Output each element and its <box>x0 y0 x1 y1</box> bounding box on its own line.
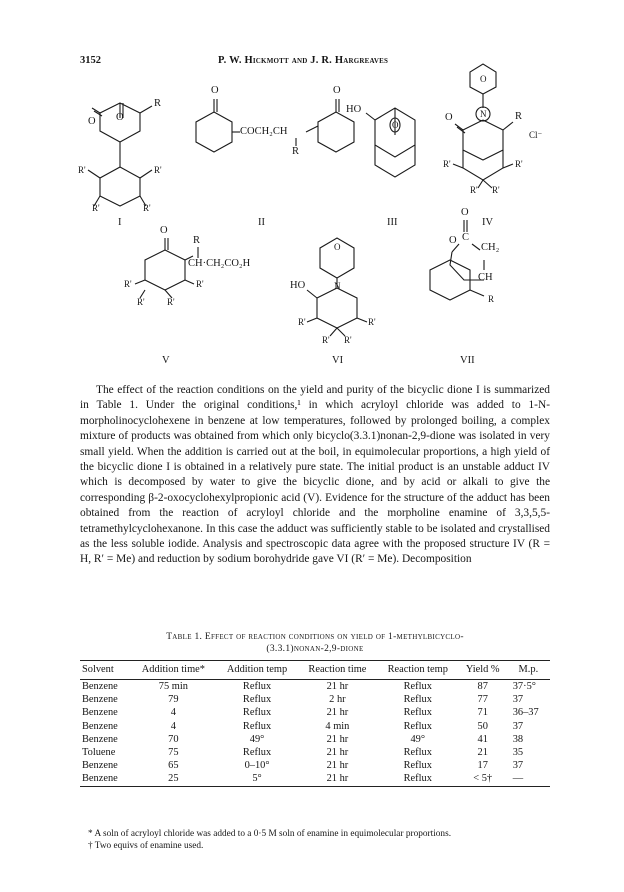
struct-v-o: O <box>160 225 168 236</box>
struct-i-r2: R' <box>154 165 162 175</box>
struct-iv-r2: R' <box>515 159 523 169</box>
structure-vii-numeral: VII <box>460 355 475 366</box>
table-row <box>80 693 550 706</box>
cell-reaction-temp: Reflux <box>403 694 432 706</box>
struct-vi-o-ring: O <box>334 242 341 252</box>
struct-vi-r2: R' <box>368 317 376 327</box>
cell-reaction-temp: Reflux <box>403 720 432 732</box>
struct-ii-chain: COCH₂CH <box>240 126 288 137</box>
struct-v-r2: R' <box>196 279 204 289</box>
cell-solvent: Benzene <box>80 772 131 786</box>
table-footnotes <box>88 828 451 852</box>
cell-reaction-time: 21 hr <box>326 733 349 745</box>
paragraph-text: The effect of the reaction conditions on the yield and purity of the bicyclic dione I is summarized in Table 1. Under the original conditions,¹ in which acryloyl chloride was added to 1-N-morpholinocyclohexene in benzene at low temperatures, followed by prolonged boiling, a complex mixture of products was obtained from which only bicyclo(3.3.1)nonan-2,9-dione was isolated in very small yield. When the addition is carried out at the boil, in equimolecular proportions, a high yield of the bicyclic dione I is obtained in a relatively pure state. The initial product is an unstable adduct IV which is decomposed by water to give the bicyclic dione, and by acid or alkali to give the corresponding β-2-oxocyclohexylpropionic acid (V). Evidence for the structure of the adduct has been obtained from the reaction of acryloyl chloride and the morpholine enamine of 3,3,5,5-tetramethylcyclohexanone. In this case the adduct was sufficiently stable to be isolated and crystallised as the less soluble iodide. Analysis and spectroscopic data agree with the proposed structure IV (R = H, R′ = Me) and reduction by sodium borohydride gave VI (R′ = Me). Decomposition <box>80 384 550 566</box>
cell-reaction-temp: 49° <box>410 733 426 745</box>
cell-reaction-temp: Reflux <box>403 707 432 719</box>
cell-solvent: Benzene <box>82 681 118 692</box>
cell-solvent: Benzene <box>82 707 118 719</box>
structure-vi-numeral: VI <box>332 355 344 366</box>
table-header-row <box>80 661 550 680</box>
cell-mp: 36–37 <box>512 707 539 719</box>
cell-reaction-time: 4 min <box>325 720 350 732</box>
struct-i-o2: O <box>116 112 124 123</box>
cell-reaction-temp: Reflux <box>403 681 432 692</box>
struct-i-r3: R' <box>92 203 100 213</box>
struct-i-o1: O <box>88 116 96 127</box>
footnote-dagger: † Two equivs of enamine used. <box>88 841 204 851</box>
cell-addition-temp: Reflux <box>242 707 272 719</box>
struct-iv-r: R <box>515 111 523 122</box>
struct-iv-n: N <box>480 109 487 119</box>
struct-vii-r: R <box>488 294 495 304</box>
footnote-asterisk: * A soln of acryloyl chloride was added to a 0·5 M soln of enamine in equimolecular proportions. <box>88 829 452 839</box>
cell-solvent: Benzene <box>82 720 118 732</box>
cell-mp: 37·5° <box>512 681 536 692</box>
structure-v-numeral: V <box>162 355 170 366</box>
cell-yield: 87 <box>477 681 488 692</box>
cell-yield: < 5† <box>459 772 507 786</box>
structure-i-numeral: I <box>118 217 122 228</box>
cell-reaction-temp: Reflux <box>403 760 432 772</box>
col-header-reaction-time: Reaction time <box>298 661 377 680</box>
cell-mp: 37 <box>512 720 524 732</box>
cell-addition-temp: Reflux <box>242 747 272 759</box>
table-caption <box>80 631 550 655</box>
table-caption-line2: (3.3.1)nonan-2,9-dione <box>266 644 364 654</box>
col-header-reaction-temp: Reaction temp <box>377 661 459 680</box>
cell-reaction-time: 21 hr <box>298 772 377 786</box>
cell-mp: 37 <box>512 694 524 706</box>
table-row <box>80 720 550 733</box>
cell-addition-time: 4 <box>170 707 176 719</box>
struct-vii-o-top: O <box>461 207 469 218</box>
struct-vii-o-ring: O <box>449 235 457 246</box>
cell-addition-time: 70 <box>168 733 179 745</box>
table-row <box>80 746 550 759</box>
structure-iii-drawing <box>366 108 415 177</box>
cell-reaction-time: 21 hr <box>326 707 349 719</box>
cell-mp: 35 <box>512 747 524 759</box>
cell-addition-time: 4 <box>170 720 176 732</box>
col-header-solvent: Solvent <box>80 661 131 680</box>
struct-v-r3: R' <box>137 297 145 307</box>
cell-yield: 17 <box>477 760 488 772</box>
cell-mp: 38 <box>512 733 524 745</box>
struct-v-r4: R' <box>167 297 175 307</box>
cell-solvent: Benzene <box>82 760 118 772</box>
cell-addition-temp: 0–10° <box>244 760 270 772</box>
col-header-addition-temp: Addition temp <box>216 661 298 680</box>
table-row <box>80 772 550 786</box>
cell-addition-time: 75 <box>168 747 179 759</box>
struct-vi-r1: R' <box>298 317 306 327</box>
struct-iii-o: O <box>392 120 399 130</box>
cell-addition-temp: Reflux <box>242 694 272 706</box>
col-header-yield: Yield % <box>459 661 507 680</box>
table-row <box>80 759 550 772</box>
cell-yield: 41 <box>477 733 488 745</box>
cell-reaction-time: 2 hr <box>329 694 346 706</box>
cell-solvent: Toluene <box>82 747 116 759</box>
cell-addition-temp: 49° <box>249 733 265 745</box>
cell-reaction-temp: Reflux <box>377 772 459 786</box>
cell-mp: — <box>507 772 550 786</box>
cell-yield: 77 <box>477 694 488 706</box>
struct-vi-r4: R' <box>344 335 352 345</box>
cell-reaction-time: 21 hr <box>326 681 349 692</box>
cell-yield: 50 <box>477 720 488 732</box>
cell-addition-time: 75 min <box>158 681 188 692</box>
structure-iv-numeral: IV <box>482 217 494 228</box>
struct-iv-r1: R' <box>443 159 451 169</box>
struct-ii-o1: O <box>211 85 219 96</box>
struct-iv-r3: R' <box>470 185 478 195</box>
struct-ii-o2: O <box>333 85 341 96</box>
table-row <box>80 680 550 694</box>
struct-i-r1: R' <box>78 165 86 175</box>
table-row <box>80 706 550 719</box>
struct-vi-n: N <box>334 281 341 291</box>
body-paragraph <box>80 383 550 568</box>
struct-iv-o: O <box>445 112 453 123</box>
chemical-structures-figure <box>0 0 624 380</box>
struct-vii-ch: CH <box>478 272 493 283</box>
struct-vi-r3: R' <box>322 335 330 345</box>
struct-v-r: R <box>193 235 201 246</box>
col-header-addition-time: Addition time* <box>131 661 217 680</box>
table-row <box>80 733 550 746</box>
cell-yield: 21 <box>477 747 488 759</box>
struct-vi-ho: HO <box>290 280 306 291</box>
cell-mp: 37 <box>512 760 524 772</box>
cell-solvent: Benzene <box>82 733 118 745</box>
cell-reaction-time: 21 hr <box>326 760 349 772</box>
running-head: P. W. Hickmott and J. R. Hargreaves <box>218 55 389 66</box>
struct-vii-c: C <box>462 232 470 243</box>
cell-addition-time: 65 <box>168 760 179 772</box>
cell-addition-temp: Reflux <box>242 681 272 692</box>
struct-v-r1: R' <box>124 279 132 289</box>
structure-vii-drawing <box>430 220 484 300</box>
cell-yield: 71 <box>477 707 488 719</box>
reaction-conditions-table <box>80 660 550 787</box>
struct-v-chain: CH·CH₂CO₂H <box>188 258 251 269</box>
struct-i-r4: R' <box>143 203 151 213</box>
struct-ii-r: R <box>292 146 300 157</box>
cell-reaction-temp: Reflux <box>403 747 432 759</box>
page-number: 3152 <box>80 55 101 66</box>
struct-iv-r4: R' <box>492 185 500 195</box>
cell-addition-temp: 5° <box>216 772 298 786</box>
cell-addition-time: 25 <box>131 772 217 786</box>
struct-vii-ch2: CH₂ <box>481 242 500 253</box>
struct-iv-cl: Cl⁻ <box>529 130 543 140</box>
struct-i-r: R <box>154 98 162 109</box>
structure-iii-numeral: III <box>387 217 398 228</box>
cell-reaction-time: 21 hr <box>326 747 349 759</box>
table-caption-line1: Table 1. Effect of reaction conditions on yield of 1-methylbicyclo- <box>166 632 464 642</box>
struct-iii-ho: HO <box>346 104 362 115</box>
struct-iv-o-ring: O <box>480 74 487 84</box>
cell-addition-temp: Reflux <box>242 720 272 732</box>
cell-addition-time: 79 <box>168 694 179 706</box>
structure-ii-numeral: II <box>258 217 265 228</box>
cell-solvent: Benzene <box>82 694 118 706</box>
col-header-mp: M.p. <box>507 661 550 680</box>
